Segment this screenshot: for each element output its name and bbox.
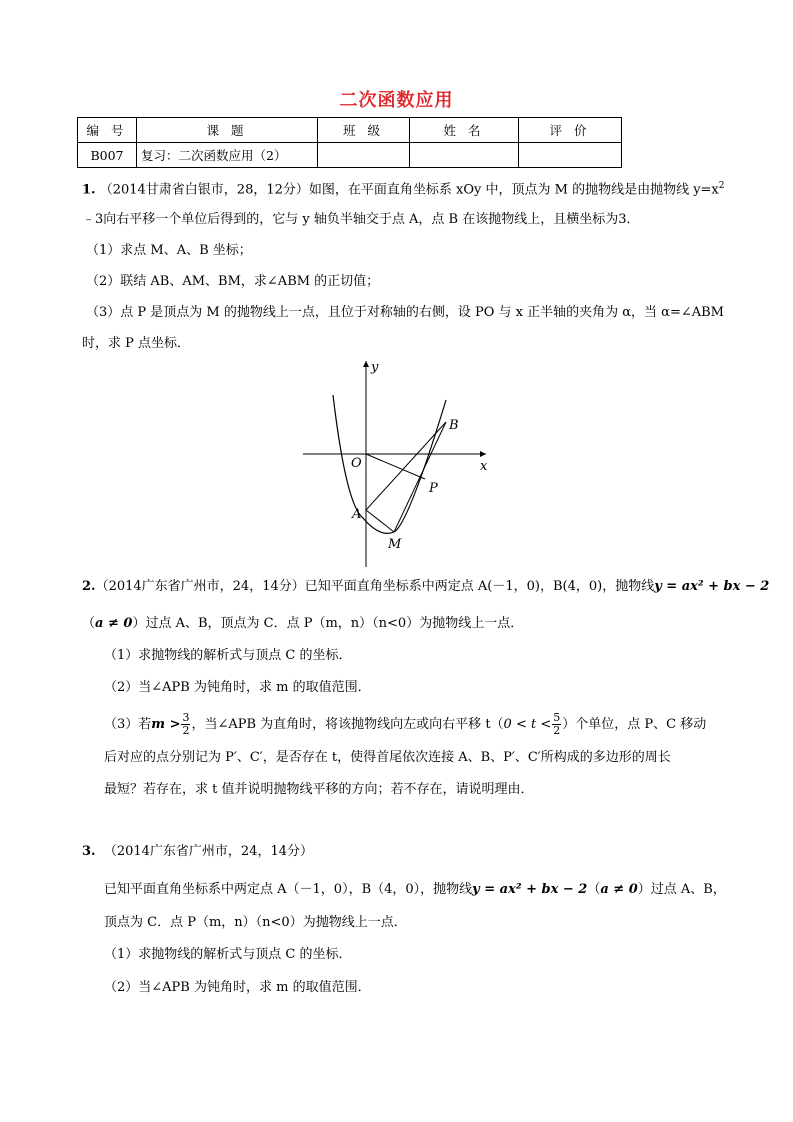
label-x: x xyxy=(480,459,488,474)
header-number: 编 号 xyxy=(78,118,137,143)
q1-line2: ﹣3向右平移一个单位后得到的，它与 y 轴负半轴交于点 A，点 B 在该抛物线上，且横坐标为3． xyxy=(82,212,640,227)
q2-line2 xyxy=(82,614,523,634)
q3-line1 xyxy=(82,842,313,862)
q2-part2: （2）当∠APB 为钝角时，求 m 的取值范围． xyxy=(104,680,371,695)
header-class: 班 级 xyxy=(318,118,410,143)
segment-OP xyxy=(366,454,425,479)
q2-part3-line3: 最短？若存在，求 t 值并说明抛物线平移的方向；若不存在，请说明理由． xyxy=(104,782,534,797)
frac1-numerator: 3 xyxy=(182,711,190,724)
q1-number: 1. xyxy=(82,182,96,198)
header-topic: 课 题 xyxy=(137,118,318,143)
q3-line3: 顶点为 C．点 P（m，n）（n<0）为抛物线上一点． xyxy=(104,915,407,930)
label-M: M xyxy=(388,537,402,552)
q2-number: 2. xyxy=(82,579,96,594)
q2-p3-mid: ，当∠APB 为直角时，将该抛物线向左或向右平移 t（ xyxy=(191,717,504,732)
q3-number: 3. xyxy=(82,844,96,859)
q2-text1: 已知平面直角坐标系中两定点 A(－1，0)，B(4，0)，抛物线 xyxy=(304,579,655,594)
q1-exponent: 2 xyxy=(718,181,725,191)
table-header-row xyxy=(78,118,622,143)
label-y: y xyxy=(371,360,379,375)
q1-part2: （2）联结 AB、AM、BM，求∠ABM 的正切值； xyxy=(86,274,380,289)
q3-part2: （2）当∠APB 为钝角时，求 m 的取值范围． xyxy=(104,980,371,995)
q3-text1-end: ）过点 A、B， xyxy=(637,882,726,897)
label-P: P xyxy=(429,481,438,496)
q2-line1 xyxy=(82,577,769,597)
segment-AB xyxy=(366,422,446,510)
q1-part3-line1: （3）点 P 是顶点为 M 的抛物线上一点，且位于对称轴的右侧，设 PO 与 x 正半轴的夹角为 α，当 α=∠ABM xyxy=(86,305,724,320)
q3-part1: （1）求抛物线的解析式与顶点 C 的坐标． xyxy=(104,947,352,962)
q3-condition: a ≠ 0 xyxy=(600,882,638,897)
frac2-numerator: 5 xyxy=(553,711,561,724)
frac2-denominator: 2 xyxy=(553,724,561,737)
q2-source: （2014广东省广州市，24，14分） xyxy=(95,579,305,594)
cell-rating[interactable] xyxy=(519,143,622,168)
q3-paren-open: （ xyxy=(587,882,601,897)
header-rating: 评 价 xyxy=(519,118,622,143)
q2-part1: （1）求抛物线的解析式与顶点 C 的坐标． xyxy=(104,648,352,663)
q2-p3-end: ）个单位，点 P、C 移动 xyxy=(562,717,707,732)
cell-topic: 复习：二次函数应用（2） xyxy=(137,143,318,168)
cell-class[interactable] xyxy=(318,143,410,168)
q3-text1: 已知平面直角坐标系中两定点 A（－1，0），B（4，0），抛物线 xyxy=(104,882,473,897)
fraction-5-2 xyxy=(552,712,561,737)
cell-name[interactable] xyxy=(410,143,519,168)
q2-p3-m: m > xyxy=(151,717,181,732)
q2-part3-line1 xyxy=(104,712,706,737)
frac1-denominator: 2 xyxy=(182,724,190,737)
q1-text1: 如图，在平面直角坐标系 xOy 中，顶点为 M 的抛物线是由抛物线 y=x xyxy=(308,182,719,198)
fraction-3-2 xyxy=(181,712,190,737)
info-table xyxy=(77,117,622,168)
q2-p3-prefix: （3）若 xyxy=(104,717,152,732)
q3-formula: y = ax² + bx − 2 xyxy=(472,882,588,897)
parabola-figure xyxy=(298,355,498,570)
q1-part3-line2: 时，求 P 点坐标． xyxy=(82,336,191,351)
page-title: 二次函数应用 xyxy=(339,90,454,111)
cell-number: B007 xyxy=(78,143,137,168)
q2-p3-ineq: 0 < t < xyxy=(503,717,552,732)
q2-text2: ）过点 A、B，顶点为 C．点 P（m，n）（n<0）为抛物线上一点． xyxy=(132,616,524,631)
header-name: 姓 名 xyxy=(410,118,519,143)
table-row xyxy=(78,143,622,168)
segment-AM xyxy=(366,510,394,532)
q1-source: （2014甘肃省白银市，28，12分） xyxy=(99,182,309,198)
q3-source: （2014广东省广州市，24，14分） xyxy=(103,844,314,859)
q2-paren-open: （ xyxy=(82,616,96,631)
label-O: O xyxy=(351,456,362,471)
q1-part1: （1）求点 M、A、B 坐标； xyxy=(86,243,252,258)
q2-part3-line2: 后对应的点分别记为 P′、C′，是否存在 t，使得首尾依次连接 A、B、P′、C′所构成的多边形的周长 xyxy=(104,750,671,765)
label-B: B xyxy=(449,418,459,433)
q2-condition: a ≠ 0 xyxy=(95,616,133,631)
q2-formula: y = ax² + bx − 2 xyxy=(654,579,770,594)
q1-line1 xyxy=(82,176,725,200)
label-A: A xyxy=(352,507,362,522)
q3-line2 xyxy=(104,880,726,900)
